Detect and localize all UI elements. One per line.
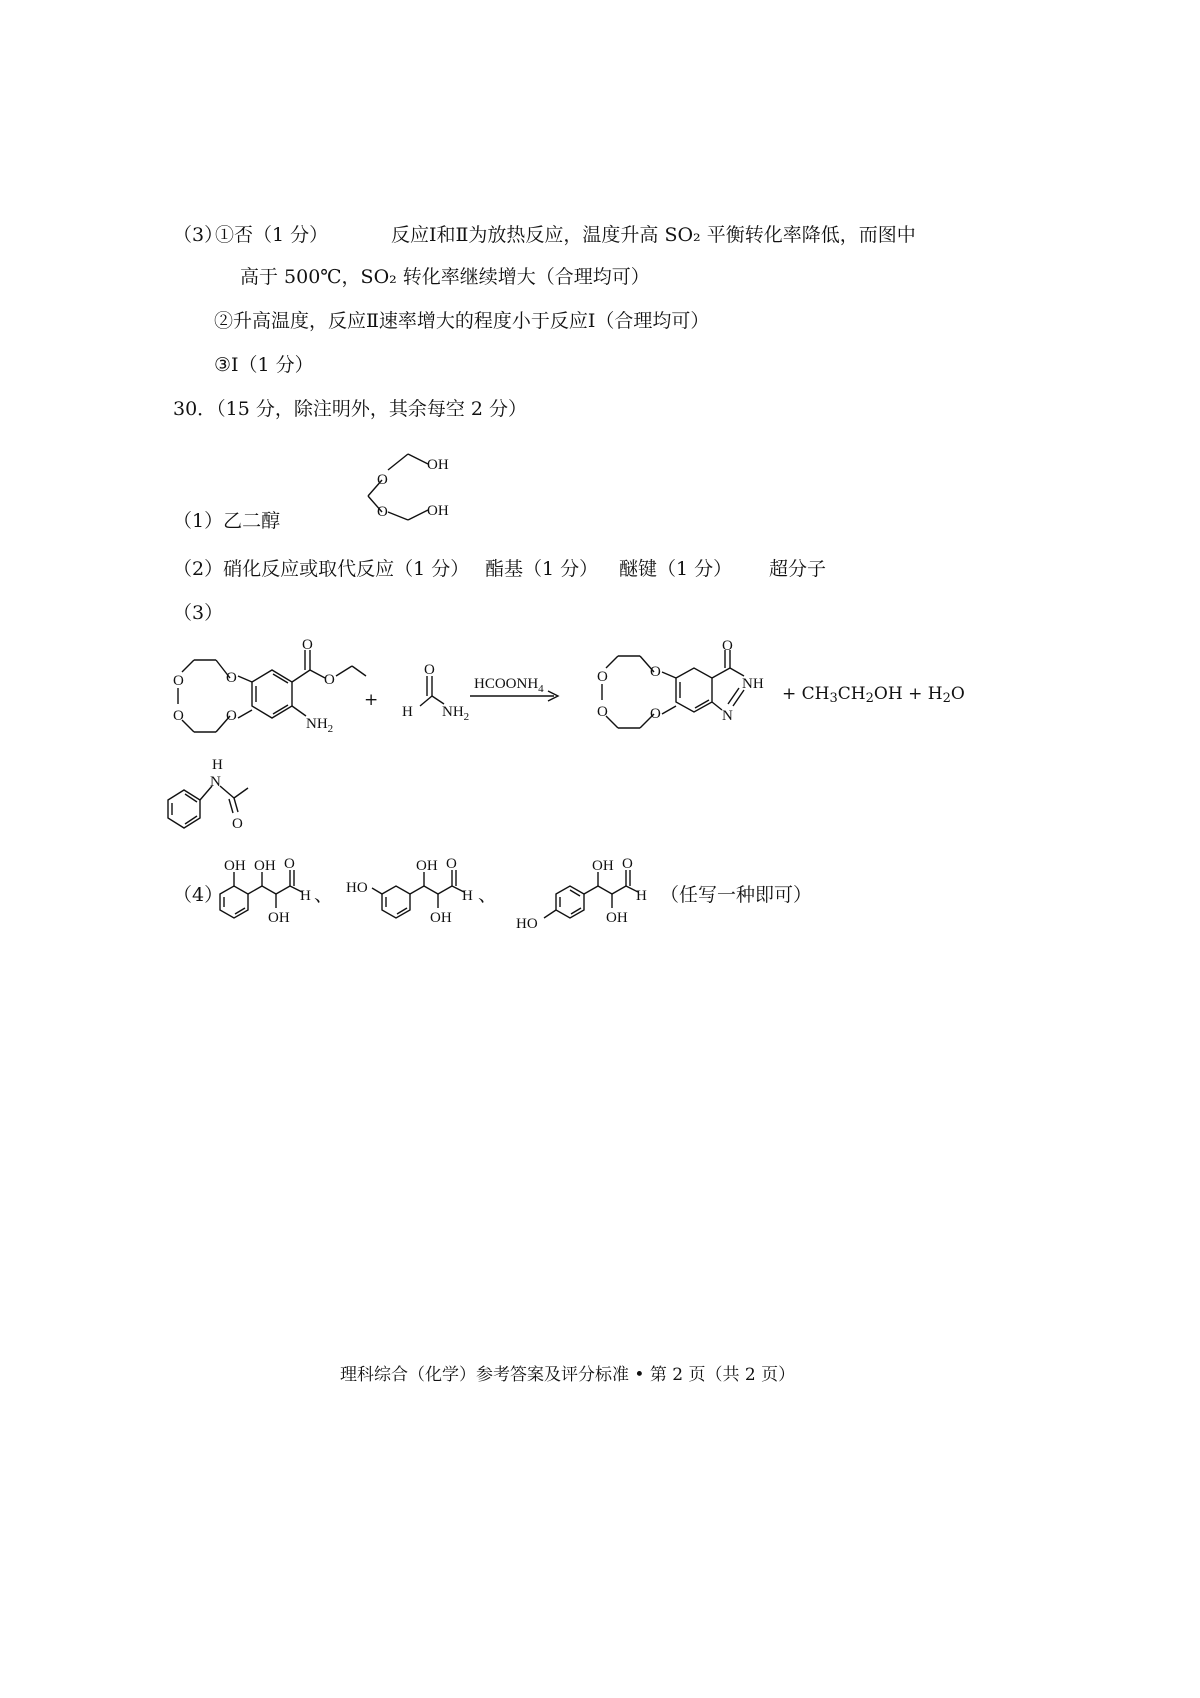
plus-sign-3: + [908, 684, 923, 704]
atom-oh-i3b: OH [606, 910, 628, 926]
q30-answer4-note: （任写一种即可） [660, 884, 813, 906]
q30-answer2b: 酯基（1 分） [485, 558, 599, 580]
isomer-para-structure [510, 852, 680, 936]
q30-answer2c: 醚键（1 分） [619, 558, 733, 580]
atom-o-p4: O [650, 706, 661, 722]
atom-ho-i2: HO [346, 880, 368, 896]
diethylene-glycol-ether-structure [350, 440, 460, 530]
q29-part3-label: （3） [173, 224, 224, 246]
q29-part3-answer1: ①否（1 分） [215, 224, 329, 246]
page-footer: 理科综合（化学）参考答案及评分标准 • 第 2 页（共 2 页） [340, 1365, 796, 1385]
atom-h-i1: H [300, 888, 311, 904]
atom-o-1: O [377, 472, 388, 488]
reactant-crown-ether-ester-structure [160, 637, 370, 750]
atom-oh-i1b: OH [254, 858, 276, 874]
q30-answer2a: （2）硝化反应或取代反应（1 分） [173, 558, 470, 580]
atom-o-i3: O [622, 856, 633, 872]
atom-o-i1: O [284, 856, 295, 872]
atom-o-p5: O [722, 638, 733, 654]
atom-ho-i3: HO [516, 916, 538, 932]
atom-h-i2: H [462, 888, 473, 904]
atom-o-ester: O [324, 672, 335, 688]
q30-answer1: （1）乙二醇 [173, 510, 281, 532]
reagent-hcoonh4: $HCOONH_4$ [474, 676, 544, 695]
q29-part3-reason: 反应Ⅰ和Ⅱ为放热反应，温度升高 SO₂ 平衡转化率降低，而图中 [391, 224, 916, 246]
atom-h-formamide: H [402, 704, 413, 720]
atom-nh2-formamide: $NH_2$ [442, 704, 470, 723]
atom-o-p2: O [597, 704, 608, 720]
plus-sign-2: + [782, 684, 797, 704]
separator-2: 、 [478, 884, 498, 906]
q29-part3-reason-cont: 高于 500℃，SO₂ 转化率继续增大（合理均可） [240, 266, 650, 288]
atom-oh-i2b: OH [430, 910, 452, 926]
atom-o-carbonyl: O [302, 637, 313, 653]
atom-o-formamide: O [424, 662, 435, 678]
atom-o-p1: O [597, 669, 608, 685]
acetanilide-structure [160, 756, 260, 836]
atom-o-acetanilide: O [232, 816, 243, 832]
atom-o-i2: O [446, 856, 457, 872]
atom-oh-i1a: OH [224, 858, 246, 874]
atom-oh-i1c: OH [268, 910, 290, 926]
atom-o-ring-3: O [226, 670, 237, 686]
products-text [782, 684, 965, 704]
q29-part3-answer2: ②升高温度，反应Ⅱ速率增大的程度小于反应Ⅰ（合理均可） [214, 310, 710, 332]
plus-sign-1: + [364, 690, 379, 710]
product-crown-quinazolinone-structure [588, 638, 778, 744]
atom-n-acetanilide: N [210, 774, 221, 790]
atom-o-ring-1: O [173, 673, 184, 689]
atom-o-ring-2: O [173, 708, 184, 724]
atom-oh-1: OH [427, 457, 449, 473]
q30-answer4-label: （4） [173, 884, 224, 906]
q29-part3-answer3: ③Ⅰ（1 分） [214, 354, 314, 376]
atom-h-acetanilide: H [212, 757, 223, 773]
reaction-arrow [468, 672, 564, 702]
atom-o-ring-4: O [226, 708, 237, 724]
atom-oh-i2a: OH [416, 858, 438, 874]
q30-header: 30．（15 分，除注明外，其余每空 2 分） [173, 398, 528, 420]
atom-nh-p: NH [742, 676, 764, 692]
atom-n-p: N [722, 708, 733, 724]
q30-answer3-label: （3） [173, 602, 224, 624]
atom-oh-i3a: OH [592, 858, 614, 874]
atom-o-p3: O [650, 664, 661, 680]
atom-nh2: $NH_2$ [306, 716, 334, 735]
water-formula: $H_2O$ [927, 684, 965, 706]
atom-h-i3: H [636, 888, 647, 904]
formamide-structure [392, 660, 472, 730]
atom-o-2: O [377, 504, 388, 520]
ethanol-formula: $CH_3CH_2OH$ [801, 684, 903, 706]
separator-1: 、 [314, 884, 334, 906]
atom-oh-2: OH [427, 503, 449, 519]
q30-answer2d: 超分子 [769, 558, 827, 580]
